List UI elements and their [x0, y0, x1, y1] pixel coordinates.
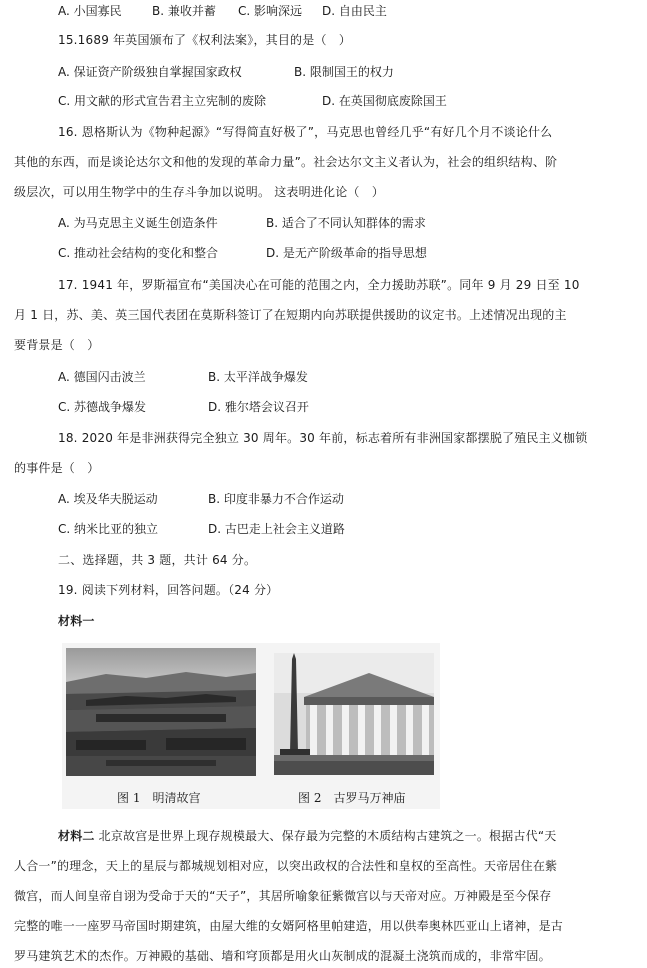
section-2-heading: 二、选择题，共 3 题，共计 64 分。 [58, 553, 257, 567]
q17-stem-line3: 要背景是（ ） [14, 338, 100, 352]
q18-option-c: C. 纳米比亚的独立 [58, 522, 159, 536]
material-2-line1 [58, 828, 556, 844]
q17-option-d: D. 雅尔塔会议召开 [208, 400, 309, 414]
q17-stem-line2: 月 1 日，苏、美、英三国代表团在莫斯科签订了在短期内向苏联提供援助的议定书。上述情况出现的主 [14, 308, 567, 322]
q16-option-b: B. 适合了不同认知群体的需求 [266, 216, 426, 230]
material-2-line5: 罗马建筑艺术的杰作。万神殿的基础、墙和穹顶都是用火山灰制成的混凝土浇筑而成的，非常牢固。 [14, 949, 551, 963]
figure-1-caption: 图 1 明清故宫 [117, 791, 201, 805]
material-2-label: 材料二 [58, 829, 95, 843]
q14-option-c: C. 影响深远 [238, 4, 303, 18]
q14-option-b: B. 兼收并蓄 [152, 4, 216, 18]
q19-stem: 19. 阅读下列材料，回答问题。（24 分） [58, 583, 279, 597]
q16-stem-line2: 其他的东西，而是谈论达尔文和他的发现的革命力量”。社会达尔文主义者认为，社会的组织结构、阶 [14, 155, 558, 169]
q15-option-a: A. 保证资产阶级独自掌握国家政权 [58, 65, 242, 79]
q16-option-d: D. 是无产阶级革命的指导思想 [266, 246, 427, 260]
q18-option-b: B. 印度非暴力不合作运动 [208, 492, 344, 506]
q18-stem-line2: 的事件是（ ） [14, 461, 100, 475]
q15-option-b: B. 限制国王的权力 [294, 65, 394, 79]
q17-stem-line1: 17. 1941 年，罗斯福宣布“美国决心在可能的范围之内，全力援助苏联”。同年 9 月 29 日至 10 [58, 278, 580, 292]
q15-option-c: C. 用文献的形式宣告君主立宪制的废除 [58, 94, 267, 108]
q17-option-b: B. 太平洋战争爆发 [208, 370, 308, 384]
material-2-line1-text: 北京故宫是世界上现存规模最大、保存最为完整的木质结构古建筑之一。根据古代“天 [94, 829, 557, 843]
q14-option-d: D. 自由民主 [322, 4, 387, 18]
q15-stem: 15.1689 年英国颁布了《权利法案》，其目的是（ ） [58, 33, 352, 47]
q16-option-c: C. 推动社会结构的变化和整合 [58, 246, 219, 260]
pantheon-photo [274, 653, 434, 775]
q16-stem-line3: 级层次，可以用生物学中的生存斗争加以说明。 这表明进化论（ ） [14, 185, 385, 199]
q16-stem-line1: 16. 恩格斯认为《物种起源》“写得简直好极了”，马克思也曾经几乎“有好几个月不谈论什么 [58, 125, 553, 139]
forbidden-city-photo [66, 648, 256, 776]
q17-option-c: C. 苏德战争爆发 [58, 400, 147, 414]
q18-stem-line1: 18. 2020 年是非洲获得完全独立 30 周年。30 年前，标志着所有非洲国家都摆脱了殖民主义枷锁 [58, 431, 588, 445]
figure-2-caption: 图 2 古罗马万神庙 [298, 791, 406, 805]
q14-option-a: A. 小国寡民 [58, 4, 122, 18]
q16-option-a: A. 为马克思主义诞生创造条件 [58, 216, 218, 230]
q18-option-a: A. 埃及华夫脱运动 [58, 492, 158, 506]
material-1-title: 材料一 [58, 614, 95, 628]
q17-option-a: A. 德国闪击波兰 [58, 370, 146, 384]
material-2-line3: 微宫，而人间皇帝自诩为受命于天的“天子”，其居所喻象征紫微宫以与天帝对应。万神殿是至今保存 [14, 889, 552, 903]
material-2-line4: 完整的唯一一座罗马帝国时期建筑，由屋大维的女婿阿格里帕建造，用以供奉奥林匹亚山上诸神，是古 [14, 919, 564, 933]
q18-option-d: D. 古巴走上社会主义道路 [208, 522, 345, 536]
material-2-line2: 人合一”的理念，天上的星辰与都城规划相对应，以突出政权的合法性和皇权的至高性。天帝居住在紫 [14, 859, 558, 873]
q15-option-d: D. 在英国彻底废除国王 [322, 94, 447, 108]
